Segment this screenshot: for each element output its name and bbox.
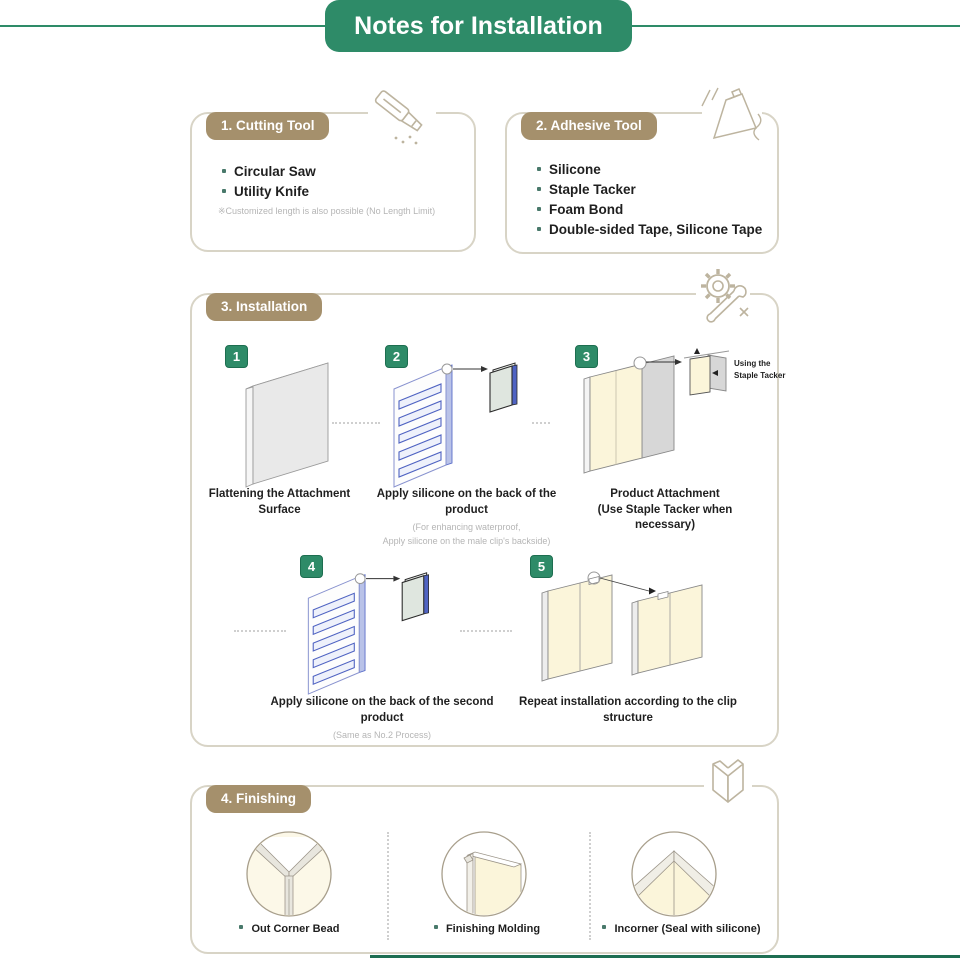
finishing-molding-diagram — [439, 829, 529, 919]
bullet-dot — [537, 167, 541, 171]
list-item: Staple Tacker — [537, 182, 762, 197]
step4-silicone-diagram — [297, 563, 437, 695]
list-item: Foam Bond — [537, 202, 762, 217]
finishing-molding-caption: Finishing Molding — [387, 923, 587, 935]
bullet-dot — [222, 189, 226, 193]
step-badge-5: 5 — [530, 555, 553, 578]
out-corner-bead-caption: Out Corner Bead — [192, 923, 387, 935]
step5-clip-joining-diagram — [532, 563, 727, 693]
installation-label: 3. Installation — [206, 293, 322, 321]
step-badge-2: 2 — [385, 345, 408, 368]
list-item: Utility Knife — [222, 184, 316, 199]
step1-flat-surface-diagram — [230, 353, 345, 488]
step4-caption-note: (Same as No.2 Process) — [332, 730, 432, 741]
step5-caption: Repeat installation according to the clip structure — [519, 696, 737, 724]
step-divider — [460, 630, 512, 632]
incorner-caption: Incorner (Seal with silicone) — [584, 923, 779, 935]
step-divider — [532, 422, 550, 424]
step3-attachment-diagram — [572, 345, 732, 485]
step4-caption: Apply silicone on the back of the second product (Same as No.2 Process) — [262, 695, 502, 743]
step-badge-4: 4 — [300, 555, 323, 578]
bullet-dot — [537, 187, 541, 191]
cutting-tool-label: 1. Cutting Tool — [206, 112, 329, 140]
step-divider — [332, 422, 380, 424]
bullet-dot — [434, 925, 438, 929]
adhesive-tool-label: 2. Adhesive Tool — [521, 112, 657, 140]
out-corner-bead-diagram — [244, 829, 334, 919]
list-item: Double-sided Tape, Silicone Tape — [537, 222, 762, 237]
cutting-tool-list — [222, 164, 316, 204]
step-badge-1: 1 — [225, 345, 248, 368]
cutting-note: ※Customized length is also possible (No Length Limit) — [218, 206, 436, 216]
step2-silicone-diagram — [384, 353, 524, 488]
list-item: Circular Saw — [222, 164, 316, 179]
bullet-dot — [222, 169, 226, 173]
finishing-label: 4. Finishing — [206, 785, 311, 813]
incorner-diagram — [629, 829, 719, 919]
bullet-dot — [239, 925, 243, 929]
glue-tube-icon — [696, 86, 768, 148]
step2-caption-note: (For enhancing waterproof, Apply silicone on the male clip's backside) — [382, 522, 551, 546]
staple-tacker-annotation: Using the Staple Tacker — [734, 359, 786, 380]
gear-wrench-icon — [692, 264, 754, 324]
step2-caption: Apply silicone on the back of the product (For enhancing waterproof, Apply silicone on the male clip's backside) — [374, 487, 559, 548]
bullet-dot — [602, 925, 606, 929]
adhesive-tool-list — [537, 162, 762, 242]
footer-rule — [370, 955, 960, 958]
step3-caption: Product Attachment (Use Staple Tacker when necessary) — [597, 488, 733, 532]
step-divider — [234, 630, 286, 632]
installation-section — [190, 293, 786, 747]
page-title: Notes for Installation — [325, 0, 632, 52]
list-item: Silicone — [537, 162, 762, 177]
step-badge-3: 3 — [575, 345, 598, 368]
finishing-section — [190, 785, 779, 954]
bullet-dot — [537, 227, 541, 231]
utility-knife-icon — [366, 90, 438, 150]
step1-caption: Flattening the Attachment Surface — [208, 488, 351, 516]
bullet-dot — [537, 207, 541, 211]
corner-molding-icon — [700, 758, 756, 810]
